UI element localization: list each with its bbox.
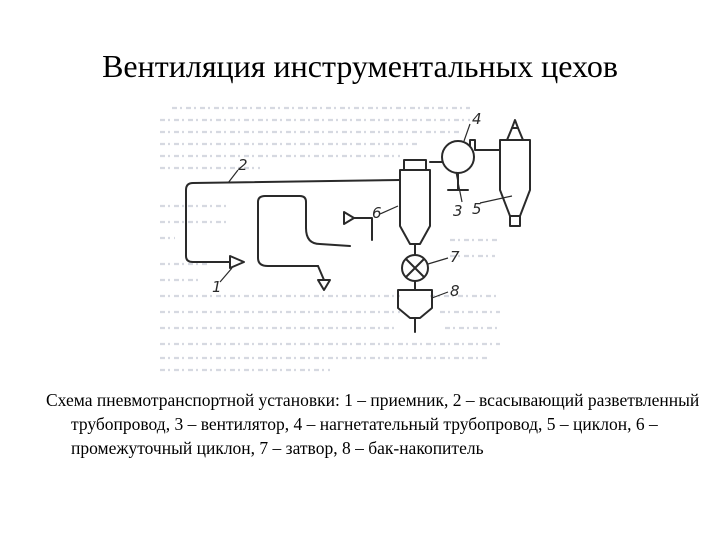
suction-branch-bottom: [258, 241, 318, 266]
pressure-pipeline: [470, 140, 500, 150]
suction-branch-intermediate: [306, 228, 350, 246]
receiver-nozzle: [318, 280, 330, 290]
label-6: 6: [372, 204, 382, 222]
storage-bin: [398, 290, 432, 318]
label-5: 5: [472, 200, 482, 218]
label-1: 1: [212, 278, 222, 296]
background-scan-text: [160, 108, 500, 370]
pneumatic-transport-diagram: [140, 88, 540, 378]
figure-caption: Схема пневмотранспортной установки: 1 – приемник, 2 – всасывающий разветвленный трубопровод, 3 – вентилятор, 4 – нагнетательный трубопровод, 5 – циклон, 6 – промежуточный циклон, 7 – затвор, 8 – бак-накопитель: [46, 390, 700, 458]
label-7: 7: [450, 248, 460, 266]
suction-branch-left: [186, 241, 230, 262]
slide-title: Вентиляция инструментальных цехов: [102, 48, 618, 84]
intermediate-cyclone: [400, 170, 430, 244]
suction-pipeline: [186, 180, 400, 241]
receiver-1: [230, 256, 244, 268]
suction-branch-middle: [258, 196, 306, 241]
label-3: 3: [453, 202, 463, 220]
cyclone: [500, 140, 530, 216]
label-4: 4: [472, 110, 482, 128]
label-2: 2: [238, 156, 248, 174]
label-8: 8: [450, 282, 460, 300]
